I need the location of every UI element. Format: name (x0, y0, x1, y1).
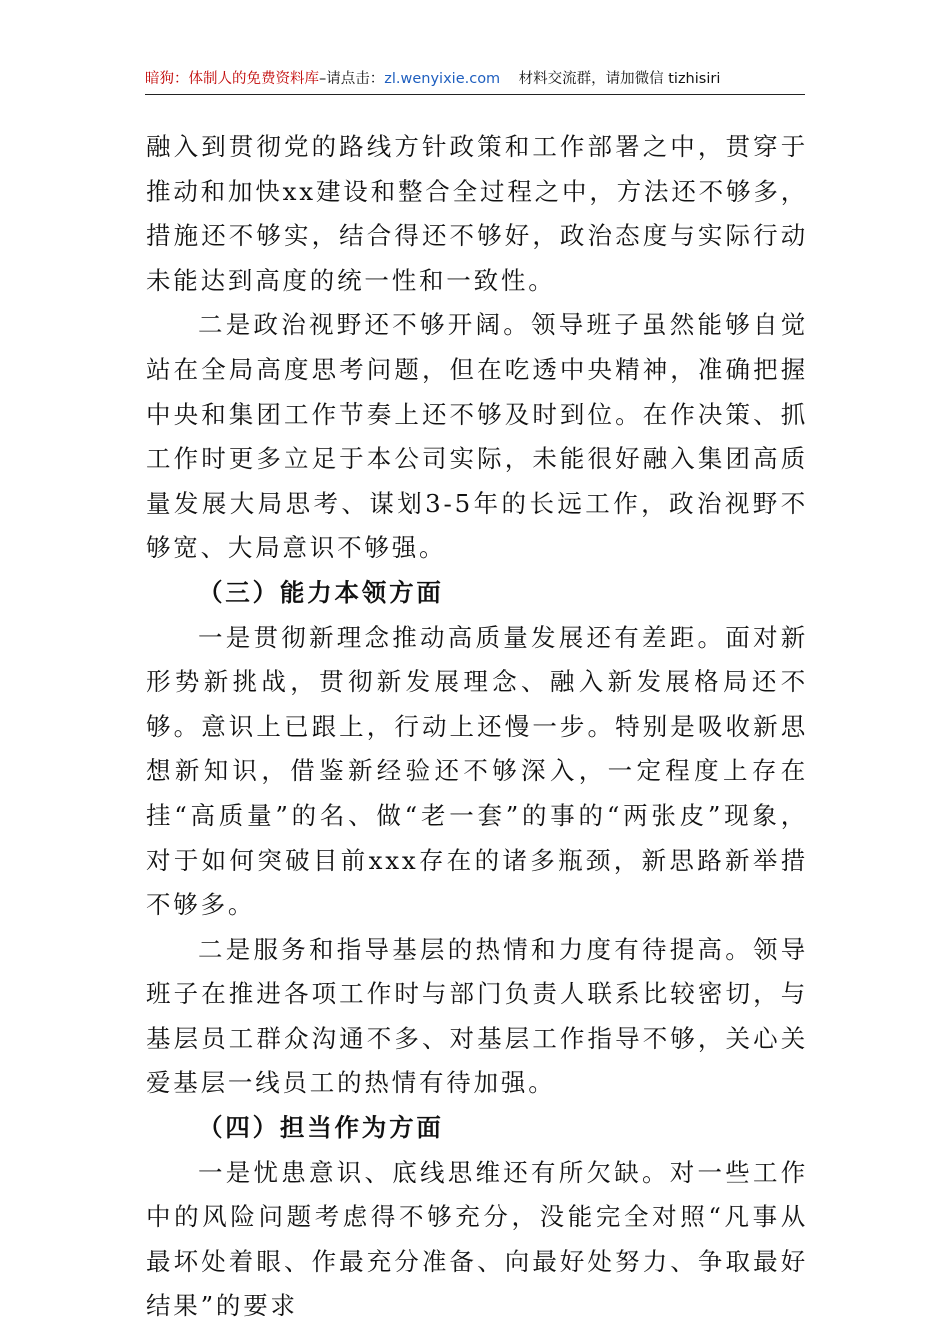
group-note: 材料交流群，请加微信 tizhisiri (518, 71, 721, 87)
paragraph-continued: 融入到贯彻党的路线方针政策和工作部署之中，贯穿于推动和加快xx建设和整合全过程之中，方法还不够多，措施还不够实，结合得还不够好，政治态度与实际行动未能达到高度的统一性和一致性。 (146, 132, 808, 295)
page-header (145, 68, 805, 95)
paragraph-grassroots: 二是服务和指导基层的热情和力度有待提高。领导班子在推进各项工作时与部门负责人联系比较密切，与基层员工群众沟通不多、对基层工作指导不够，关心关爱基层一线员工的热情有待加强。 (146, 934, 808, 1098)
section-heading-responsibility: （四）担当作为方面 (198, 1113, 444, 1143)
paragraph-political-vision: 二是政治视野还不够开阔。领导班子虽然能够自觉站在全局高度思考问题，但在吃透中央精神，准确把握中央和集团工作节奏上还不够及时到位。在作决策、抓工作时更多立足于本公司实际，未能很好融入集团高质量发展大局思考、谋划3-5年的长远工作，政治视野不够宽、大局意识不够强。 (146, 310, 808, 563)
section-heading-ability: （三）能力本领方面 (198, 577, 444, 607)
document-body (146, 125, 808, 1329)
paragraph-new-concept: 一是贯彻新理念推动高质量发展还有差距。面对新形势新挑战，贯彻新发展理念、融入新发展格局还不够。意识上已跟上，行动上还慢一步。特别是吸收新思想新知识，借鉴新经验还不够深入，一定程度上存在挂“高质量”的名、做“老一套”的事的“两张皮”现象，对于如何突破目前xxx存在的诸多瓶颈，新思路新举措不够多。 (146, 622, 808, 920)
paragraph-risk-awareness: 一是忧患意识、底线思维还有所欠缺。对一些工作中的风险问题考虑得不够充分，没能完全对照“凡事从最坏处着眼、作最充分准备、向最好处努力、争取最好结果”的要求 (146, 1157, 808, 1321)
link-prefix: –请点击： (319, 71, 385, 87)
site-name: 暗狗：体制人的免费资料库 (145, 71, 319, 87)
site-link[interactable]: zl.wenyixie.com (384, 71, 501, 87)
